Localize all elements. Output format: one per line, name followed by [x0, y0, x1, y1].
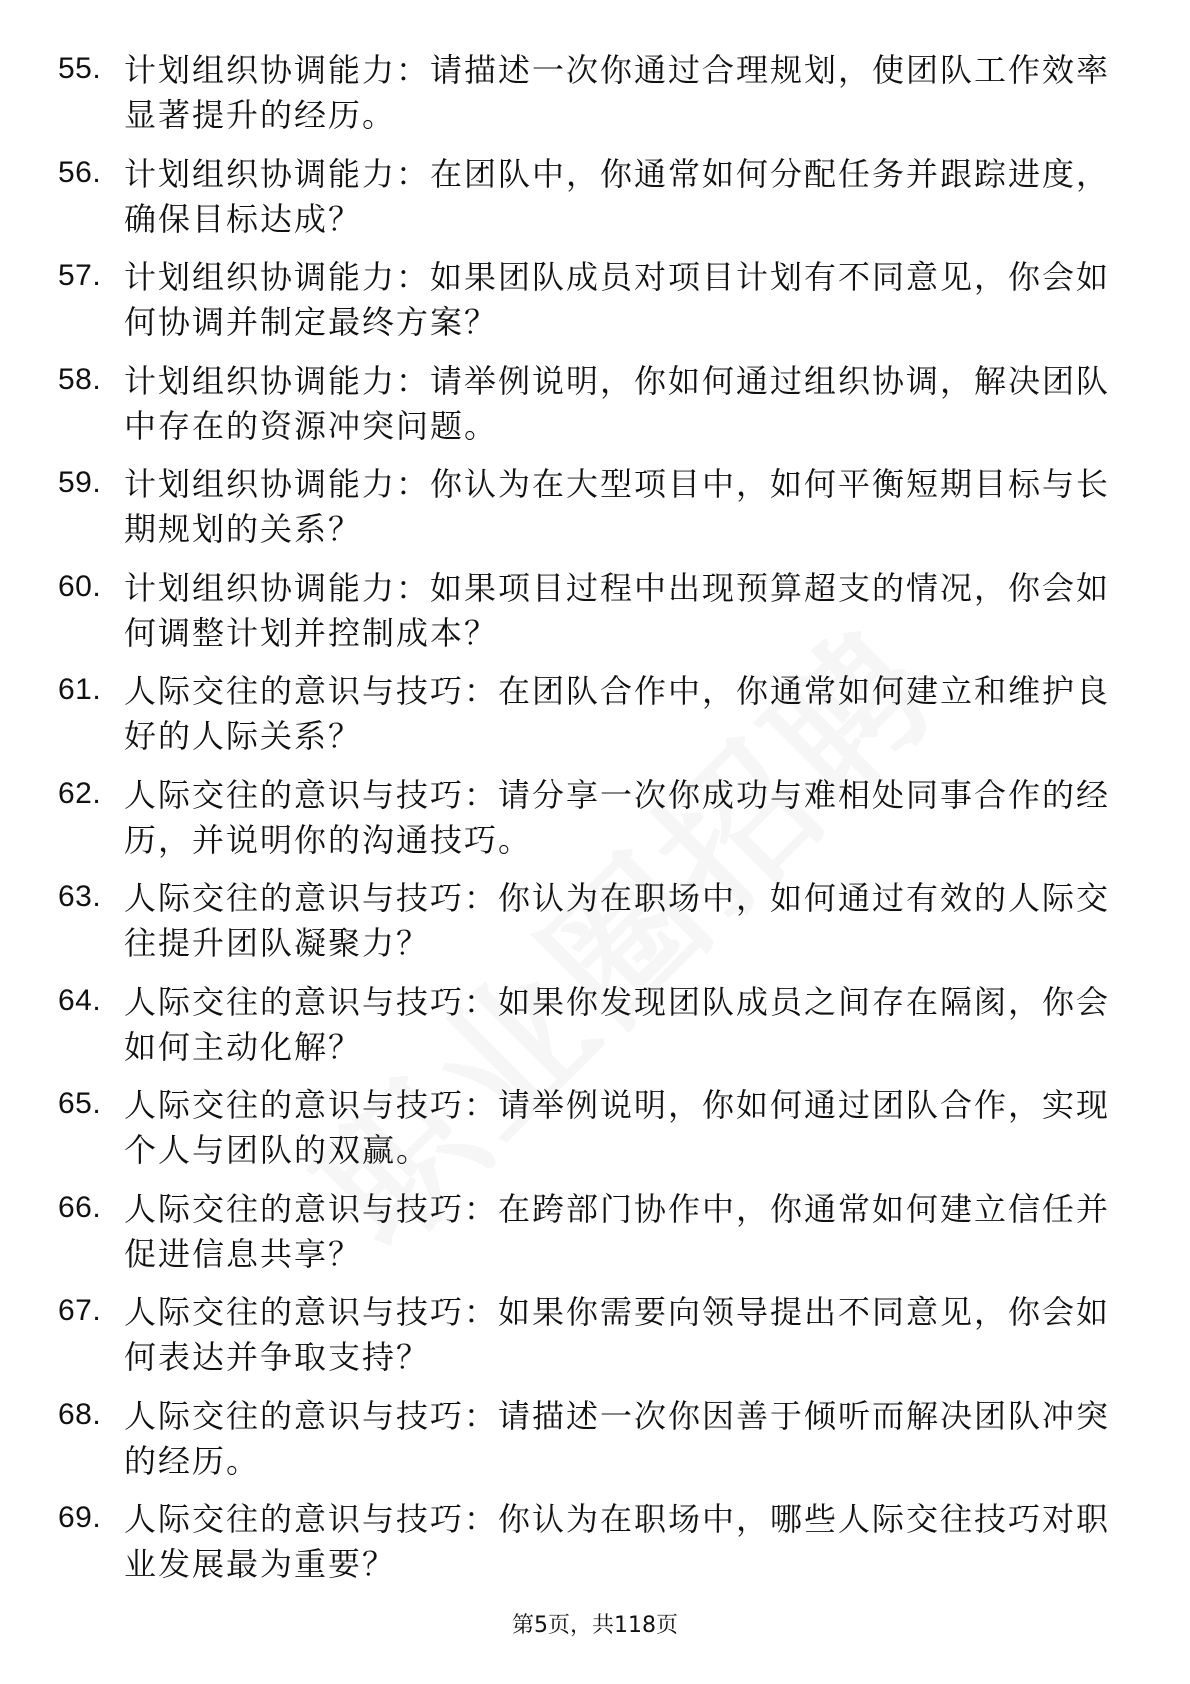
- question-item-64: [0, 972, 1190, 1076]
- question-number: 65.: [58, 1087, 102, 1120]
- question-text: 计划组织协调能力：如果项目过程中出现预算超支的情况，你会如何调整计划并控制成本？: [124, 568, 1111, 652]
- question-item-56: [0, 144, 1190, 248]
- question-item-61: [0, 661, 1190, 765]
- question-text: 人际交往的意识与技巧：在团队合作中，你通常如何建立和维护良好的人际关系？: [124, 672, 1111, 755]
- question-number: 63.: [58, 880, 102, 913]
- question-text: 人际交往的意识与技巧：请举例说明，你如何通过团队合作，实现个人与团队的双赢。: [124, 1086, 1111, 1169]
- question-text: 人际交往的意识与技巧：你认为在职场中，哪些人际交往技巧对职业发展最为重要？: [124, 1500, 1111, 1583]
- question-number: 55.: [58, 52, 102, 85]
- question-number: 69.: [58, 1501, 102, 1534]
- question-number: 68.: [58, 1397, 102, 1431]
- question-number: 59.: [58, 466, 102, 499]
- question-number: 61.: [58, 673, 102, 706]
- question-text: 人际交往的意识与技巧：如果你需要向领导提出不同意见，你会如何表达并争取支持？: [124, 1293, 1111, 1376]
- question-text: 计划组织协调能力：请举例说明，你如何通过组织协调，解决团队中存在的资源冲突问题。: [124, 361, 1111, 445]
- question-item-67: [0, 1282, 1190, 1386]
- question-text: 计划组织协调能力：你认为在大型项目中，如何平衡短期目标与长期规划的关系？: [124, 465, 1111, 548]
- question-item-55: [0, 40, 1190, 144]
- question-text: 人际交往的意识与技巧：请描述一次你因善于倾听而解决团队冲突的经历。: [124, 1396, 1111, 1480]
- question-text: 计划组织协调能力：如果团队成员对项目计划有不同意见，你会如何协调并制定最终方案？: [124, 258, 1111, 341]
- question-number: 66.: [58, 1190, 102, 1224]
- question-list: [0, 40, 1190, 1593]
- question-text: 人际交往的意识与技巧：如果你发现团队成员之间存在隔阂，你会如何主动化解？: [124, 982, 1111, 1066]
- question-number: 57.: [58, 259, 102, 292]
- question-text: 计划组织协调能力：请描述一次你通过合理规划，使团队工作效率显著提升的经历。: [124, 51, 1111, 134]
- question-item-68: [0, 1386, 1190, 1490]
- question-item-59: [0, 454, 1190, 558]
- question-item-65: [0, 1075, 1190, 1179]
- question-number: 58.: [58, 362, 102, 396]
- question-number: 64.: [58, 983, 102, 1017]
- question-text: 计划组织协调能力：在团队中，你通常如何分配任务并跟踪进度，确保目标达成？: [124, 154, 1111, 238]
- question-item-57: [0, 247, 1190, 351]
- question-item-62: [0, 765, 1190, 869]
- question-item-69: [0, 1489, 1190, 1593]
- page-number-footer: 第5页，共118页: [512, 1613, 678, 1638]
- question-number: 67.: [58, 1294, 102, 1327]
- question-number: 62.: [58, 776, 102, 810]
- question-item-63: [0, 868, 1190, 972]
- question-text: 人际交往的意识与技巧：在跨部门协作中，你通常如何建立信任并促进信息共享？: [124, 1189, 1111, 1273]
- question-item-66: [0, 1179, 1190, 1283]
- question-number: 60.: [58, 569, 102, 603]
- question-text: 人际交往的意识与技巧：请分享一次你成功与难相处同事合作的经历，并说明你的沟通技巧。: [124, 775, 1111, 859]
- question-item-60: [0, 558, 1190, 662]
- question-text: 人际交往的意识与技巧：你认为在职场中，如何通过有效的人际交往提升团队凝聚力？: [124, 879, 1111, 962]
- question-number: 56.: [58, 155, 102, 189]
- question-item-58: [0, 351, 1190, 455]
